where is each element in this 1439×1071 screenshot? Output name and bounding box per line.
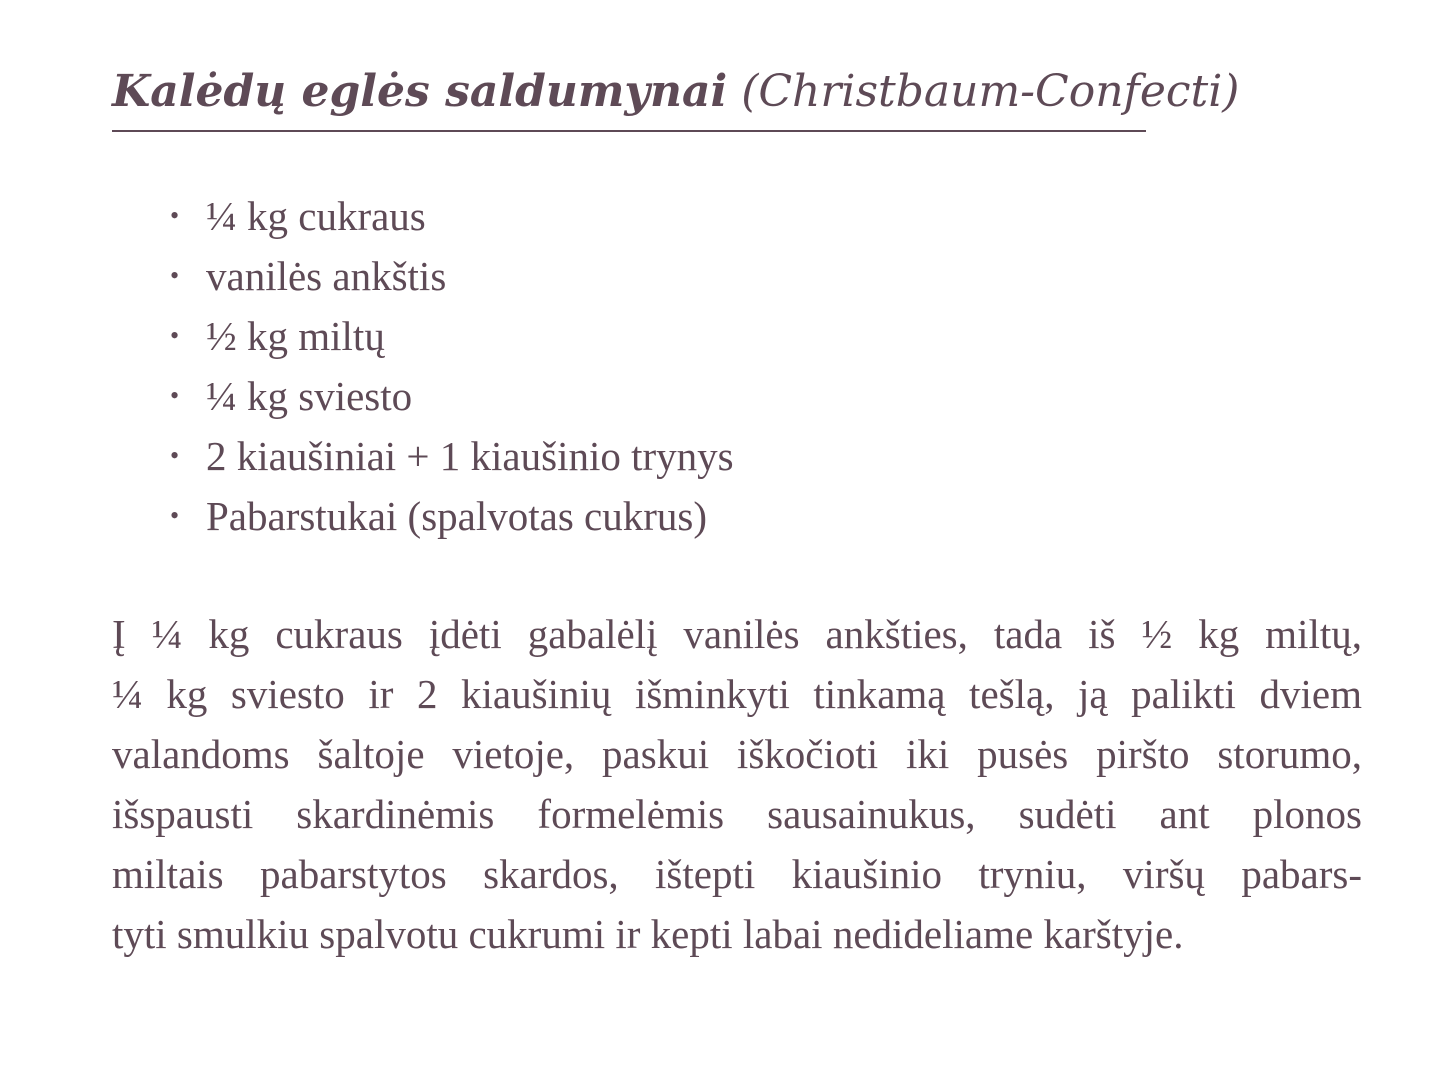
ingredient-item <box>170 366 734 426</box>
recipe-title-original: (Christbaum-Confecti) <box>741 66 1240 117</box>
bullet-icon: • <box>170 261 180 290</box>
instructions-line: ¼ kg sviesto ir 2 kiaušinių išminkyti tinkamą tešlą, ją palikti dviem <box>112 671 1362 717</box>
instructions-line: miltais pabarstytos skardos, ištepti kiaušinio tryniu, viršų pabars- <box>112 851 1362 897</box>
ingredient-text: 2 kiaušiniai + 1 kiaušinio trynys <box>206 433 734 479</box>
instructions-line: tyti smulkiu spalvotu cukrumi ir kepti labai nedideliame karštyje. <box>112 911 1184 957</box>
ingredient-text: ½ kg miltų <box>206 313 385 359</box>
recipe-title <box>112 62 1240 132</box>
ingredient-list <box>170 186 734 546</box>
bullet-icon: • <box>170 441 180 470</box>
instructions-paragraph <box>112 604 1362 964</box>
bullet-icon: • <box>170 381 180 410</box>
bullet-icon: • <box>170 201 180 230</box>
ingredient-text: vanilės ankštis <box>206 253 447 299</box>
ingredient-item <box>170 186 734 246</box>
ingredient-text: Pabarstukai (spalvotas cukrus) <box>206 493 707 539</box>
instructions-line: Į ¼ kg cukraus įdėti gabalėlį vanilės ankšties, tada iš ½ kg miltų, <box>112 611 1362 657</box>
ingredient-item <box>170 486 734 546</box>
ingredient-item <box>170 426 734 486</box>
ingredient-item <box>170 306 734 366</box>
ingredient-text: ¼ kg cukraus <box>206 193 426 239</box>
recipe-title-main: Kalėdų eglės saldumynai <box>112 66 728 117</box>
ingredient-text: ¼ kg sviesto <box>206 373 413 419</box>
bullet-icon: • <box>170 321 180 350</box>
bullet-icon: • <box>170 501 180 530</box>
instructions-line: išspausti skardinėmis formelėmis sausainukus, sudėti ant plonos <box>112 791 1362 837</box>
ingredient-item <box>170 246 734 306</box>
instructions-line: valandoms šaltoje vietoje, paskui iškočioti iki pusės piršto storumo, <box>112 731 1362 777</box>
